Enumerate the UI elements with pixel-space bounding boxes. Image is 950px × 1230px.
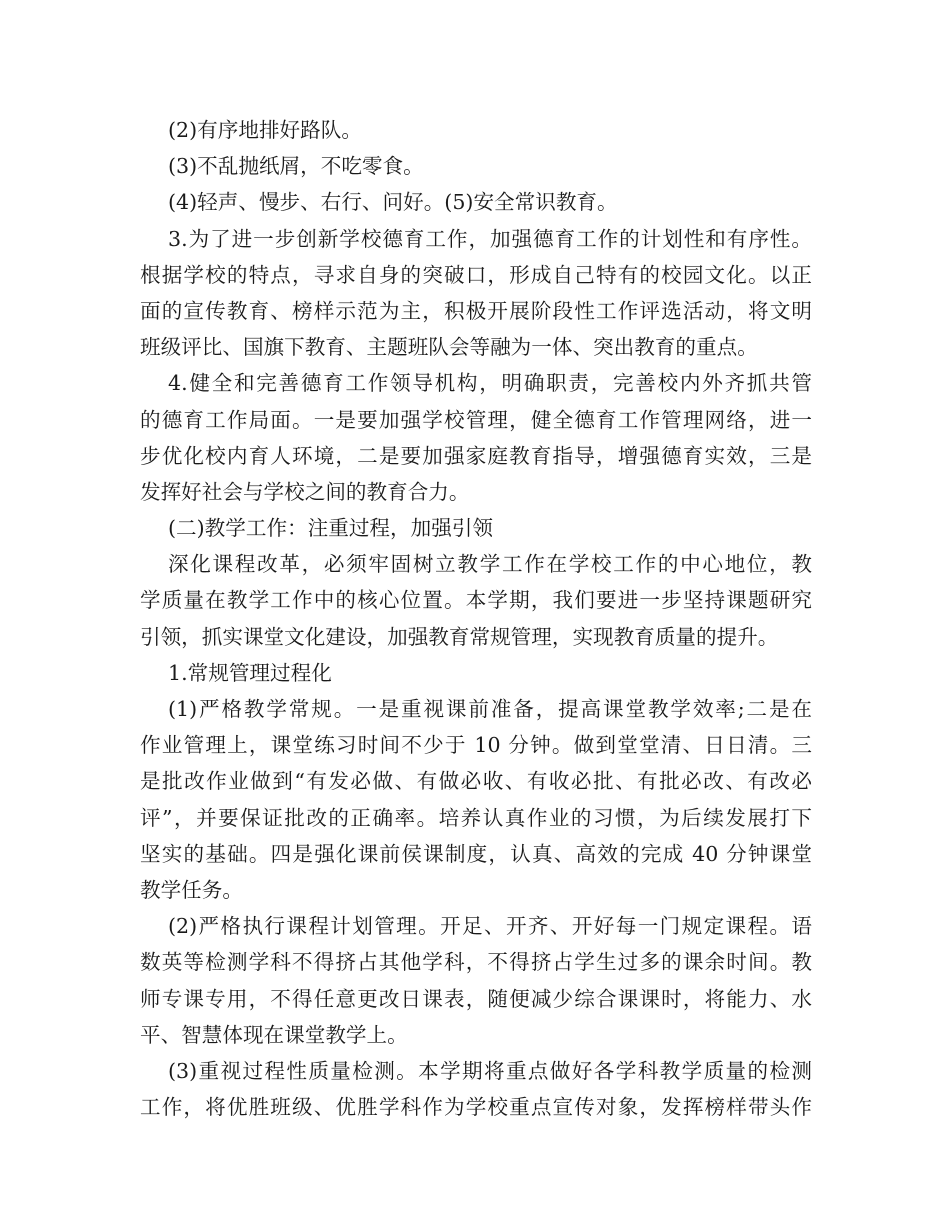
text-line: 师专课专用，不得任意更改日课表，随便减少综合课课时，将能力、水 [140, 986, 812, 1011]
text-line: 数英等检测学科不得挤占其他学科，不得挤占学生过多的课余时间。教 [140, 950, 812, 975]
text-line: 是批改作业做到“有发必做、有做必收、有收必批、有批必改、有改必 [140, 769, 812, 794]
text-line: 学质量在教学工作中的核心位置。本学期，我们要进一步坚持课题研究 [140, 588, 812, 613]
text-line: 1.常规管理过程化 [168, 660, 332, 685]
text-line: (1)严格教学常规。一是重视课前准备，提高课堂教学效率;二是在 [168, 697, 812, 721]
text-line: 发挥好社会与学校之间的教育合力。 [140, 479, 470, 504]
text-line: 教学任务。 [140, 877, 243, 902]
text-line: (3)不乱抛纸屑，不吃零食。 [168, 154, 424, 179]
text-line: (4)轻声、慢步、右行、问好。(5)安全常识教育。 [168, 190, 618, 215]
text-line: (2)严格执行课程计划管理。开足、开齐、开好每一门规定课程。语 [168, 914, 812, 939]
text-line: 作业管理上，课堂练习时间不少于 10 分钟。做到堂堂清、日日清。三 [140, 733, 812, 758]
text-line: 平、智慧体现在课堂教学上。 [140, 1022, 408, 1047]
text-line: 面的宣传教育、榜样示范为主，积极开展阶段性工作评选活动，将文明 [140, 298, 812, 323]
text-line: 根据学校的特点，寻求自身的突破口，形成自己特有的校园文化。以正 [140, 262, 812, 287]
text-line: 坚实的基础。四是强化课前侯课制度，认真、高效的完成 40 分钟课堂 [140, 841, 812, 866]
text-line: 的德育工作局面。一是要加强学校管理，健全德育工作管理网络，进一 [140, 407, 812, 432]
text-line: 3.为了进一步创新学校德育工作，加强德育工作的计划性和有序性。 [168, 226, 812, 251]
text-line: 工作，将优胜班级、优胜学科作为学校重点宣传对象，发挥榜样带头作 [140, 1095, 812, 1120]
text-line: (2)有序地排好路队。 [168, 118, 362, 142]
text-line: (3)重视过程性质量检测。本学期将重点做好各学科教学质量的检测 [168, 1058, 812, 1083]
document-body [140, 112, 812, 1125]
text-line: (二)教学工作：注重过程，加强引领 [168, 516, 493, 541]
text-line: 步优化校内育人环境，二是要加强家庭教育指导，增强德育实效，三是 [140, 443, 812, 468]
text-line: 引领，抓实课堂文化建设，加强教育常规管理，实现教育质量的提升。 [140, 624, 779, 649]
text-line: 班级评比、国旗下教育、主题班队会等融为一体、突出教育的重点。 [140, 335, 758, 360]
text-line: 深化课程改革，必须牢固树立教学工作在学校工作的中心地位，教 [168, 552, 812, 577]
text-line: 评”，并要保证批改的正确率。培养认真作业的习惯，为后续发展打下 [140, 805, 812, 830]
text-line: 4.健全和完善德育工作领导机构，明确职责，完善校内外齐抓共管 [168, 371, 812, 396]
